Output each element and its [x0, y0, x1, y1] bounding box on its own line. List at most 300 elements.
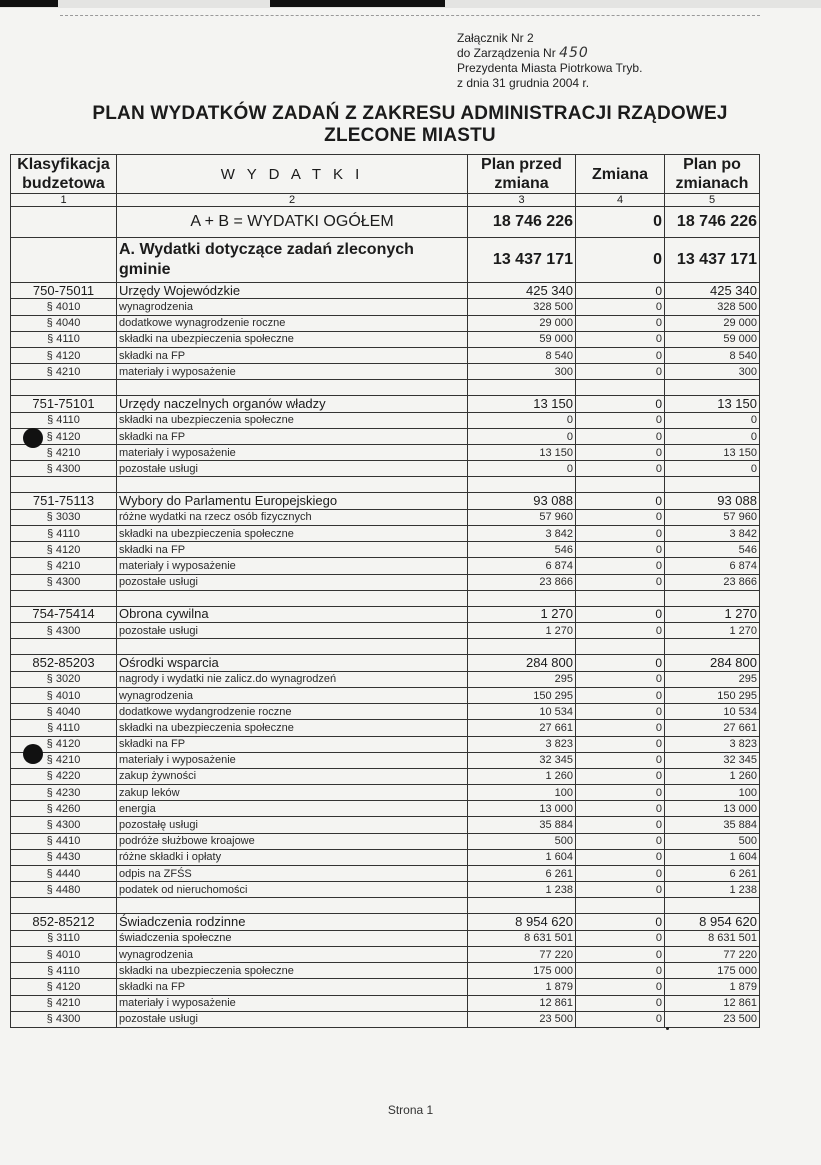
- detail-row: [11, 768, 760, 784]
- row-code: § 4010: [11, 299, 117, 315]
- row-change: 0: [576, 461, 665, 477]
- row-plan-before: 175 000: [468, 963, 576, 979]
- column-number: 1: [11, 194, 117, 207]
- expenditure-table: [10, 154, 760, 1028]
- row-code: [11, 477, 117, 493]
- row-code: § 3030: [11, 509, 117, 525]
- total-label: A + B = WYDATKI OGÓŁEM: [117, 207, 468, 238]
- row-change: 0: [576, 542, 665, 558]
- detail-row: [11, 817, 760, 833]
- detail-row: [11, 509, 760, 525]
- row-change: 0: [576, 331, 665, 347]
- row-code: § 4300: [11, 574, 117, 590]
- row-plan-before: 1 270: [468, 623, 576, 639]
- row-plan-before: 1 604: [468, 849, 576, 865]
- row-plan-after: 32 345: [665, 752, 760, 768]
- row-name: nagrody i wydatki nie zalicz.do wynagrodzeń: [117, 671, 468, 687]
- row-change: 0: [576, 315, 665, 331]
- row-name: składki na ubezpieczenia społeczne: [117, 720, 468, 736]
- row-plan-after: 1 238: [665, 882, 760, 898]
- row-name: [117, 380, 468, 396]
- detail-row: [11, 331, 760, 347]
- chapter-row: [11, 914, 760, 930]
- column-number: 3: [468, 194, 576, 207]
- detail-row: [11, 428, 760, 444]
- row-plan-before: 6 874: [468, 558, 576, 574]
- row-change: 0: [576, 704, 665, 720]
- row-plan-after: 150 295: [665, 687, 760, 703]
- row-plan-before: [468, 477, 576, 493]
- row-change: 0: [576, 671, 665, 687]
- row-name: energia: [117, 801, 468, 817]
- row-name: składki na FP: [117, 347, 468, 363]
- row-name: pozostałe usługi: [117, 1011, 468, 1027]
- row-plan-after: [665, 898, 760, 914]
- row-name: Świadczenia rodzinne: [117, 914, 468, 930]
- row-change: [576, 898, 665, 914]
- row-plan-after: 10 534: [665, 704, 760, 720]
- spacer-row: [11, 639, 760, 655]
- row-change: 0: [576, 412, 665, 428]
- detail-row: [11, 995, 760, 1011]
- row-plan-after: 1 260: [665, 768, 760, 784]
- header-expenditures: W Y D A T K I: [117, 155, 468, 194]
- row-name: wynagrodzenia: [117, 687, 468, 703]
- row-name: zakup żywności: [117, 768, 468, 784]
- row-plan-before: 1 260: [468, 768, 576, 784]
- row-code: § 4010: [11, 946, 117, 962]
- row-name: materiały i wyposażenie: [117, 558, 468, 574]
- column-number: 5: [665, 194, 760, 207]
- row-code: § 4120: [11, 979, 117, 995]
- detail-row: [11, 347, 760, 363]
- total-before: 18 746 226: [468, 207, 576, 238]
- header-change: Zmiana: [576, 155, 665, 194]
- detail-row: [11, 687, 760, 703]
- row-code: § 4220: [11, 768, 117, 784]
- row-change: 0: [576, 785, 665, 801]
- header-plan-after: Plan po zmianach: [665, 155, 760, 194]
- row-plan-after: 300: [665, 364, 760, 380]
- row-name: Urzędy naczelnych organów władzy: [117, 396, 468, 412]
- row-name: składki na ubezpieczenia społeczne: [117, 412, 468, 428]
- row-change: 0: [576, 299, 665, 315]
- row-code: § 3110: [11, 930, 117, 946]
- row-code: § 4300: [11, 461, 117, 477]
- attachment-line-2: [457, 46, 642, 61]
- detail-row: [11, 785, 760, 801]
- row-plan-after: 295: [665, 671, 760, 687]
- row-plan-before: 150 295: [468, 687, 576, 703]
- chapter-row: [11, 396, 760, 412]
- total-row: [11, 207, 760, 238]
- row-code: § 4010: [11, 687, 117, 703]
- detail-row: [11, 866, 760, 882]
- detail-row: [11, 526, 760, 542]
- row-name: materiały i wyposażenie: [117, 995, 468, 1011]
- row-name: wynagrodzenia: [117, 299, 468, 315]
- row-change: 0: [576, 833, 665, 849]
- column-number: 2: [117, 194, 468, 207]
- row-plan-before: 29 000: [468, 315, 576, 331]
- row-plan-before: 500: [468, 833, 576, 849]
- row-name: wynagrodzenia: [117, 946, 468, 962]
- row-code: § 3020: [11, 671, 117, 687]
- row-plan-before: 0: [468, 461, 576, 477]
- section-a-label: A. Wydatki dotyczące zadań zleconych gminie: [117, 238, 468, 283]
- row-plan-before: 6 261: [468, 866, 576, 882]
- row-code: § 4110: [11, 720, 117, 736]
- row-plan-after: 284 800: [665, 655, 760, 671]
- row-change: 0: [576, 849, 665, 865]
- row-change: 0: [576, 930, 665, 946]
- row-change: 0: [576, 509, 665, 525]
- detail-row: [11, 574, 760, 590]
- row-name: materiały i wyposażenie: [117, 364, 468, 380]
- row-plan-after: 12 861: [665, 995, 760, 1011]
- row-plan-after: 3 823: [665, 736, 760, 752]
- row-plan-after: [665, 477, 760, 493]
- row-plan-before: 1 238: [468, 882, 576, 898]
- row-plan-after: 500: [665, 833, 760, 849]
- row-name: dodatkowe wynagrodzenie roczne: [117, 315, 468, 331]
- row-plan-after: 23 500: [665, 1011, 760, 1027]
- row-plan-before: 32 345: [468, 752, 576, 768]
- document-title: [20, 103, 800, 147]
- column-number-row: [11, 194, 760, 207]
- row-change: 0: [576, 526, 665, 542]
- row-plan-before: 425 340: [468, 283, 576, 299]
- row-change: 0: [576, 623, 665, 639]
- row-name: materiały i wyposażenie: [117, 445, 468, 461]
- detail-row: [11, 1011, 760, 1027]
- title-line-1: PLAN WYDATKÓW ZADAŃ Z ZAKRESU ADMINISTRACJI RZĄDOWEJ: [92, 103, 728, 124]
- row-change: 0: [576, 347, 665, 363]
- row-code: § 4110: [11, 963, 117, 979]
- row-plan-before: [468, 380, 576, 396]
- row-plan-after: 175 000: [665, 963, 760, 979]
- row-code: § 4430: [11, 849, 117, 865]
- detail-row: [11, 445, 760, 461]
- row-plan-before: 10 534: [468, 704, 576, 720]
- row-plan-before: 3 823: [468, 736, 576, 752]
- title-line-2: ZLECONE MIASTU: [324, 125, 496, 146]
- row-plan-before: 93 088: [468, 493, 576, 509]
- attachment-line-4: z dnia 31 grudnia 2004 r.: [457, 76, 590, 90]
- section-a-code: [11, 238, 117, 283]
- row-plan-before: 1 879: [468, 979, 576, 995]
- row-code: § 4120: [11, 736, 117, 752]
- row-code: § 4110: [11, 331, 117, 347]
- row-code: [11, 639, 117, 655]
- scan-artifact: [270, 0, 445, 7]
- table-header-row: [11, 155, 760, 194]
- detail-row: [11, 979, 760, 995]
- row-plan-after: 77 220: [665, 946, 760, 962]
- row-name: pozostałę usługi: [117, 817, 468, 833]
- row-plan-after: 57 960: [665, 509, 760, 525]
- section-a-before: 13 437 171: [468, 238, 576, 283]
- detail-row: [11, 412, 760, 428]
- column-number: 4: [576, 194, 665, 207]
- row-plan-before: [468, 639, 576, 655]
- row-change: 0: [576, 752, 665, 768]
- row-change: [576, 477, 665, 493]
- row-name: dodatkowe wydangrodzenie roczne: [117, 704, 468, 720]
- row-change: 0: [576, 736, 665, 752]
- attachment-note: [457, 31, 642, 91]
- row-plan-before: 3 842: [468, 526, 576, 542]
- row-name: Obrona cywilna: [117, 606, 468, 622]
- row-name: zakup leków: [117, 785, 468, 801]
- chapter-row: [11, 283, 760, 299]
- row-name: różne wydatki na rzecz osób fizycznych: [117, 509, 468, 525]
- row-name: różne składki i opłaty: [117, 849, 468, 865]
- row-code: § 4040: [11, 704, 117, 720]
- row-code: 751-75113: [11, 493, 117, 509]
- row-name: Urzędy Wojewódzkie: [117, 283, 468, 299]
- row-plan-before: 77 220: [468, 946, 576, 962]
- spacer-row: [11, 898, 760, 914]
- row-plan-before: 295: [468, 671, 576, 687]
- handwritten-number: 450: [559, 45, 589, 61]
- row-code: 852-85203: [11, 655, 117, 671]
- detail-row: [11, 299, 760, 315]
- row-change: 0: [576, 720, 665, 736]
- header-classification: Klasyfikacja budzetowa: [11, 155, 117, 194]
- row-name: pozostałe usługi: [117, 623, 468, 639]
- row-plan-after: 425 340: [665, 283, 760, 299]
- row-plan-before: 23 866: [468, 574, 576, 590]
- row-name: podatek od nieruchomości: [117, 882, 468, 898]
- row-plan-after: 3 842: [665, 526, 760, 542]
- row-name: pozostałe usługi: [117, 574, 468, 590]
- row-plan-after: 35 884: [665, 817, 760, 833]
- detail-row: [11, 558, 760, 574]
- row-plan-before: 13 150: [468, 396, 576, 412]
- row-code: § 4410: [11, 833, 117, 849]
- row-name: składki na FP: [117, 428, 468, 444]
- row-plan-after: 59 000: [665, 331, 760, 347]
- chapter-row: [11, 655, 760, 671]
- row-change: [576, 639, 665, 655]
- row-change: 0: [576, 768, 665, 784]
- row-change: 0: [576, 493, 665, 509]
- row-name: składki na FP: [117, 542, 468, 558]
- row-plan-after: 328 500: [665, 299, 760, 315]
- row-name: [117, 639, 468, 655]
- row-plan-before: 284 800: [468, 655, 576, 671]
- spacer-row: [11, 590, 760, 606]
- row-name: składki na ubezpieczenia społeczne: [117, 331, 468, 347]
- row-plan-after: 23 866: [665, 574, 760, 590]
- row-plan-after: 0: [665, 461, 760, 477]
- row-name: składki na ubezpieczenia społeczne: [117, 963, 468, 979]
- table-body: [11, 155, 760, 1028]
- detail-row: [11, 623, 760, 639]
- row-plan-after: 546: [665, 542, 760, 558]
- row-name: [117, 477, 468, 493]
- row-code: § 4110: [11, 526, 117, 542]
- row-name: podróże służbowe kroajowe: [117, 833, 468, 849]
- row-plan-after: 8 540: [665, 347, 760, 363]
- row-plan-before: 1 270: [468, 606, 576, 622]
- row-plan-after: 93 088: [665, 493, 760, 509]
- total-after: 18 746 226: [665, 207, 760, 238]
- row-plan-before: 57 960: [468, 509, 576, 525]
- row-plan-before: 328 500: [468, 299, 576, 315]
- row-plan-after: 8 631 501: [665, 930, 760, 946]
- row-name: świadczenia społeczne: [117, 930, 468, 946]
- row-code: § 4210: [11, 752, 117, 768]
- row-change: 0: [576, 364, 665, 380]
- row-plan-after: 1 604: [665, 849, 760, 865]
- row-name: składki na FP: [117, 736, 468, 752]
- row-change: 0: [576, 882, 665, 898]
- row-plan-before: 8 954 620: [468, 914, 576, 930]
- scan-top-edge: [0, 0, 821, 8]
- row-change: 0: [576, 655, 665, 671]
- row-name: pozostałe usługi: [117, 461, 468, 477]
- row-plan-before: [468, 898, 576, 914]
- scan-speck: [666, 1027, 669, 1030]
- row-code: § 4440: [11, 866, 117, 882]
- row-plan-after: 27 661: [665, 720, 760, 736]
- row-code: § 4210: [11, 364, 117, 380]
- row-name: Ośrodki wsparcia: [117, 655, 468, 671]
- row-plan-after: 13 000: [665, 801, 760, 817]
- punch-hole: [23, 428, 43, 448]
- row-code: § 4300: [11, 817, 117, 833]
- row-change: 0: [576, 558, 665, 574]
- row-change: 0: [576, 283, 665, 299]
- row-change: 0: [576, 445, 665, 461]
- detail-row: [11, 752, 760, 768]
- row-change: 0: [576, 687, 665, 703]
- row-code: § 4120: [11, 428, 117, 444]
- row-plan-after: 13 150: [665, 445, 760, 461]
- row-plan-before: 0: [468, 428, 576, 444]
- row-plan-after: 6 261: [665, 866, 760, 882]
- row-plan-after: 1 270: [665, 606, 760, 622]
- row-plan-after: [665, 639, 760, 655]
- scan-artifact-line: [60, 15, 760, 16]
- detail-row: [11, 364, 760, 380]
- row-code: § 4120: [11, 347, 117, 363]
- row-plan-before: [468, 590, 576, 606]
- row-change: 0: [576, 946, 665, 962]
- row-change: 0: [576, 428, 665, 444]
- row-change: 0: [576, 914, 665, 930]
- row-code: § 4210: [11, 558, 117, 574]
- row-plan-after: 13 150: [665, 396, 760, 412]
- chapter-row: [11, 493, 760, 509]
- scan-artifact: [0, 0, 58, 7]
- row-plan-before: 27 661: [468, 720, 576, 736]
- row-code: 750-75011: [11, 283, 117, 299]
- row-plan-before: 59 000: [468, 331, 576, 347]
- detail-row: [11, 671, 760, 687]
- row-change: [576, 590, 665, 606]
- row-code: § 4260: [11, 801, 117, 817]
- spacer-row: [11, 477, 760, 493]
- row-name: materiały i wyposażenie: [117, 752, 468, 768]
- row-plan-after: 1 270: [665, 623, 760, 639]
- row-plan-after: 6 874: [665, 558, 760, 574]
- row-change: 0: [576, 866, 665, 882]
- spacer-row: [11, 380, 760, 396]
- header-plan-before: Plan przed zmiana: [468, 155, 576, 194]
- row-plan-after: [665, 380, 760, 396]
- row-change: 0: [576, 396, 665, 412]
- detail-row: [11, 963, 760, 979]
- attachment-line-3: Prezydenta Miasta Piotrkowa Tryb.: [457, 61, 643, 75]
- row-plan-after: 1 879: [665, 979, 760, 995]
- attachment-line-1: Załącznik Nr 2: [457, 31, 534, 45]
- row-name: składki na ubezpieczenia społeczne: [117, 526, 468, 542]
- row-plan-before: 8 631 501: [468, 930, 576, 946]
- row-code: § 4300: [11, 623, 117, 639]
- section-a-change: 0: [576, 238, 665, 283]
- row-plan-before: 100: [468, 785, 576, 801]
- row-code: 754-75414: [11, 606, 117, 622]
- row-change: 0: [576, 574, 665, 590]
- row-change: 0: [576, 1011, 665, 1027]
- section-a-row: [11, 238, 760, 283]
- detail-row: [11, 833, 760, 849]
- detail-row: [11, 930, 760, 946]
- section-a-after: 13 437 171: [665, 238, 760, 283]
- row-change: [576, 380, 665, 396]
- row-change: 0: [576, 801, 665, 817]
- row-code: § 4210: [11, 995, 117, 1011]
- detail-row: [11, 801, 760, 817]
- row-change: 0: [576, 817, 665, 833]
- detail-row: [11, 736, 760, 752]
- row-plan-before: 23 500: [468, 1011, 576, 1027]
- row-code: § 4230: [11, 785, 117, 801]
- row-plan-before: 546: [468, 542, 576, 558]
- row-plan-before: 13 000: [468, 801, 576, 817]
- row-plan-before: 35 884: [468, 817, 576, 833]
- row-name: odpis na ZFŚS: [117, 866, 468, 882]
- detail-row: [11, 542, 760, 558]
- row-code: § 4120: [11, 542, 117, 558]
- row-plan-after: 0: [665, 428, 760, 444]
- row-code: [11, 590, 117, 606]
- row-plan-after: 8 954 620: [665, 914, 760, 930]
- punch-hole: [23, 744, 43, 764]
- detail-row: [11, 720, 760, 736]
- detail-row: [11, 882, 760, 898]
- chapter-row: [11, 606, 760, 622]
- row-plan-after: 100: [665, 785, 760, 801]
- detail-row: [11, 946, 760, 962]
- row-plan-before: 8 540: [468, 347, 576, 363]
- detail-row: [11, 704, 760, 720]
- row-name: Wybory do Parlamentu Europejskiego: [117, 493, 468, 509]
- row-code: [11, 898, 117, 914]
- row-plan-before: 13 150: [468, 445, 576, 461]
- row-plan-before: 12 861: [468, 995, 576, 1011]
- detail-row: [11, 849, 760, 865]
- row-code: § 4300: [11, 1011, 117, 1027]
- row-code: § 4210: [11, 445, 117, 461]
- attachment-line-2-prefix: do Zarządzenia Nr: [457, 46, 556, 60]
- row-code: § 4110: [11, 412, 117, 428]
- row-code: § 4040: [11, 315, 117, 331]
- row-plan-before: 0: [468, 412, 576, 428]
